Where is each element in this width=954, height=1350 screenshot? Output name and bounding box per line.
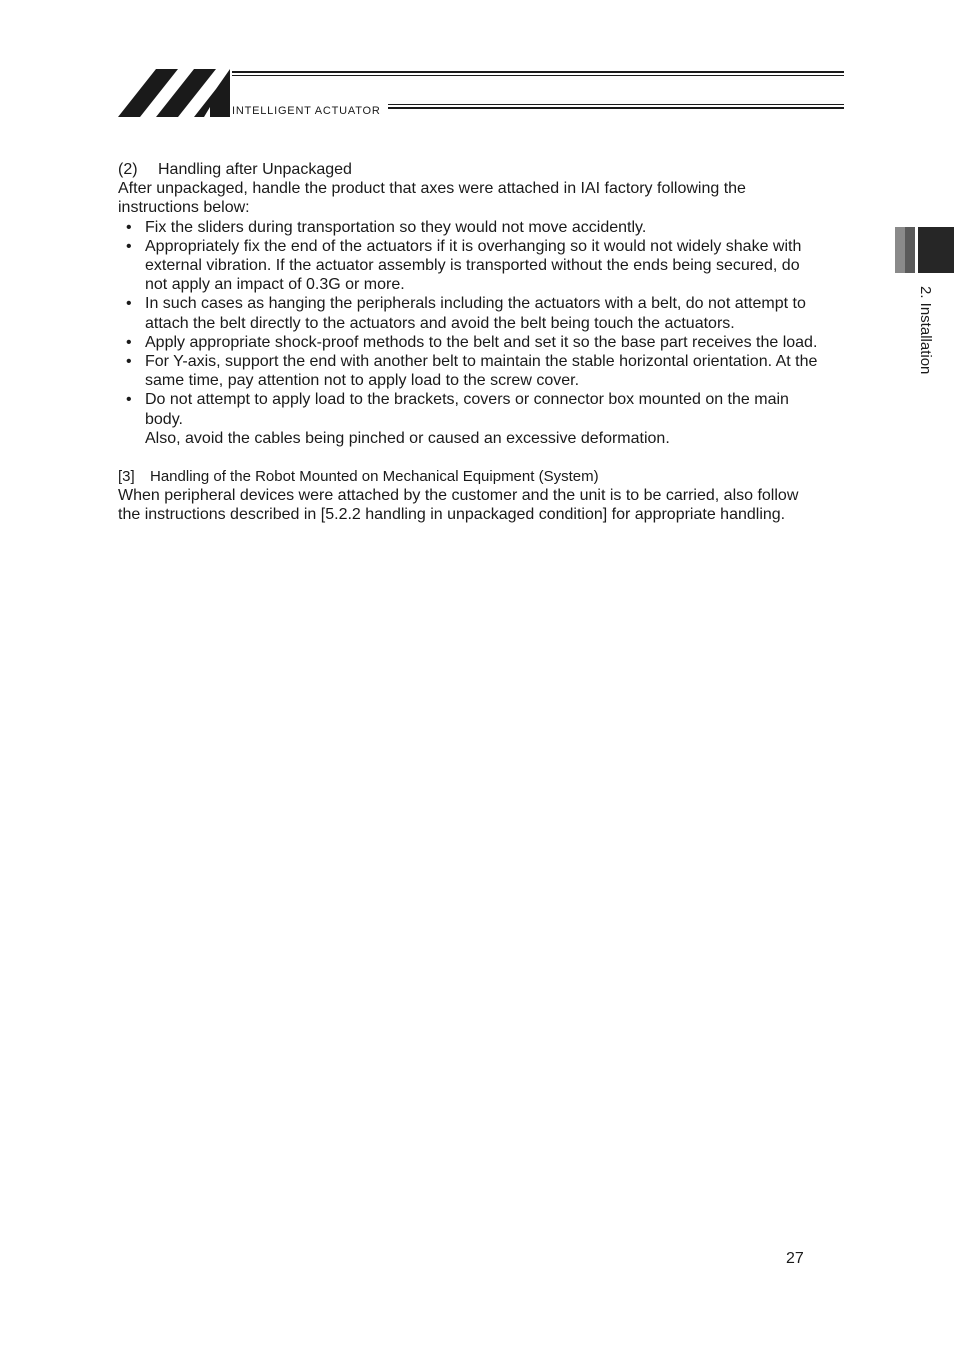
chapter-tab	[895, 227, 954, 273]
list-item: • Apply appropriate shock-proof methods to the belt and set it so the base part receives the load.	[118, 333, 818, 352]
main-content	[118, 160, 818, 525]
section-3-number: [3]	[118, 468, 135, 486]
list-item	[118, 390, 818, 448]
section-3-heading	[118, 467, 818, 486]
list-item: • Fix the sliders during transportation so they would not move accidently.	[118, 218, 818, 237]
list-item: • In such cases as hanging the peripherals including the actuators with a belt, do not attempt to attach the belt directly to the actuators and avoid the belt being touch the actuators.	[118, 294, 818, 332]
page-number: 27	[786, 1250, 804, 1267]
list-item: • For Y-axis, support the end with another belt to maintain the stable horizontal orientation. At the same time, pay attention not to apply load to the screw cover.	[118, 352, 818, 390]
section-2-heading	[118, 160, 818, 179]
header-rule-bottom-2	[388, 107, 844, 109]
handling-instructions-list	[118, 218, 818, 448]
list-item-continuation: Also, avoid the cables being pinched or caused an excessive deformation.	[145, 429, 670, 447]
section-2-title: Handling after Unpackaged	[158, 161, 352, 178]
list-item: • Appropriately fix the end of the actuators if it is overhanging so it would not widely shake with external vibration. If the actuator assembly is transported without the ends being secured, do not apply an impact of 0.3G or more.	[118, 237, 818, 295]
iai-logo	[118, 69, 230, 117]
section-3-title: Handling of the Robot Mounted on Mechanical Equipment (System)	[150, 468, 599, 486]
chapter-label: 2. Installation	[917, 286, 934, 375]
header-rule-top-1	[232, 71, 844, 73]
logo-text: INTELLIGENT ACTUATOR	[232, 105, 381, 117]
section-2-number: (2)	[118, 161, 138, 178]
header-rule-bottom-1	[388, 104, 844, 105]
section-3-body: When peripheral devices were attached by the customer and the unit is to be carried, also follow the instructions described in [5.2.2 handling in unpackaged condition] for appropriate handling.	[118, 487, 799, 524]
page-header	[118, 68, 844, 120]
header-rule-top-2	[232, 75, 844, 76]
section-2-intro: After unpackaged, handle the product that axes were attached in IAI factory following the instructions below:	[118, 180, 746, 217]
list-item-text: Do not attempt to apply load to the brackets, covers or connector box mounted on the main body.	[145, 391, 789, 428]
